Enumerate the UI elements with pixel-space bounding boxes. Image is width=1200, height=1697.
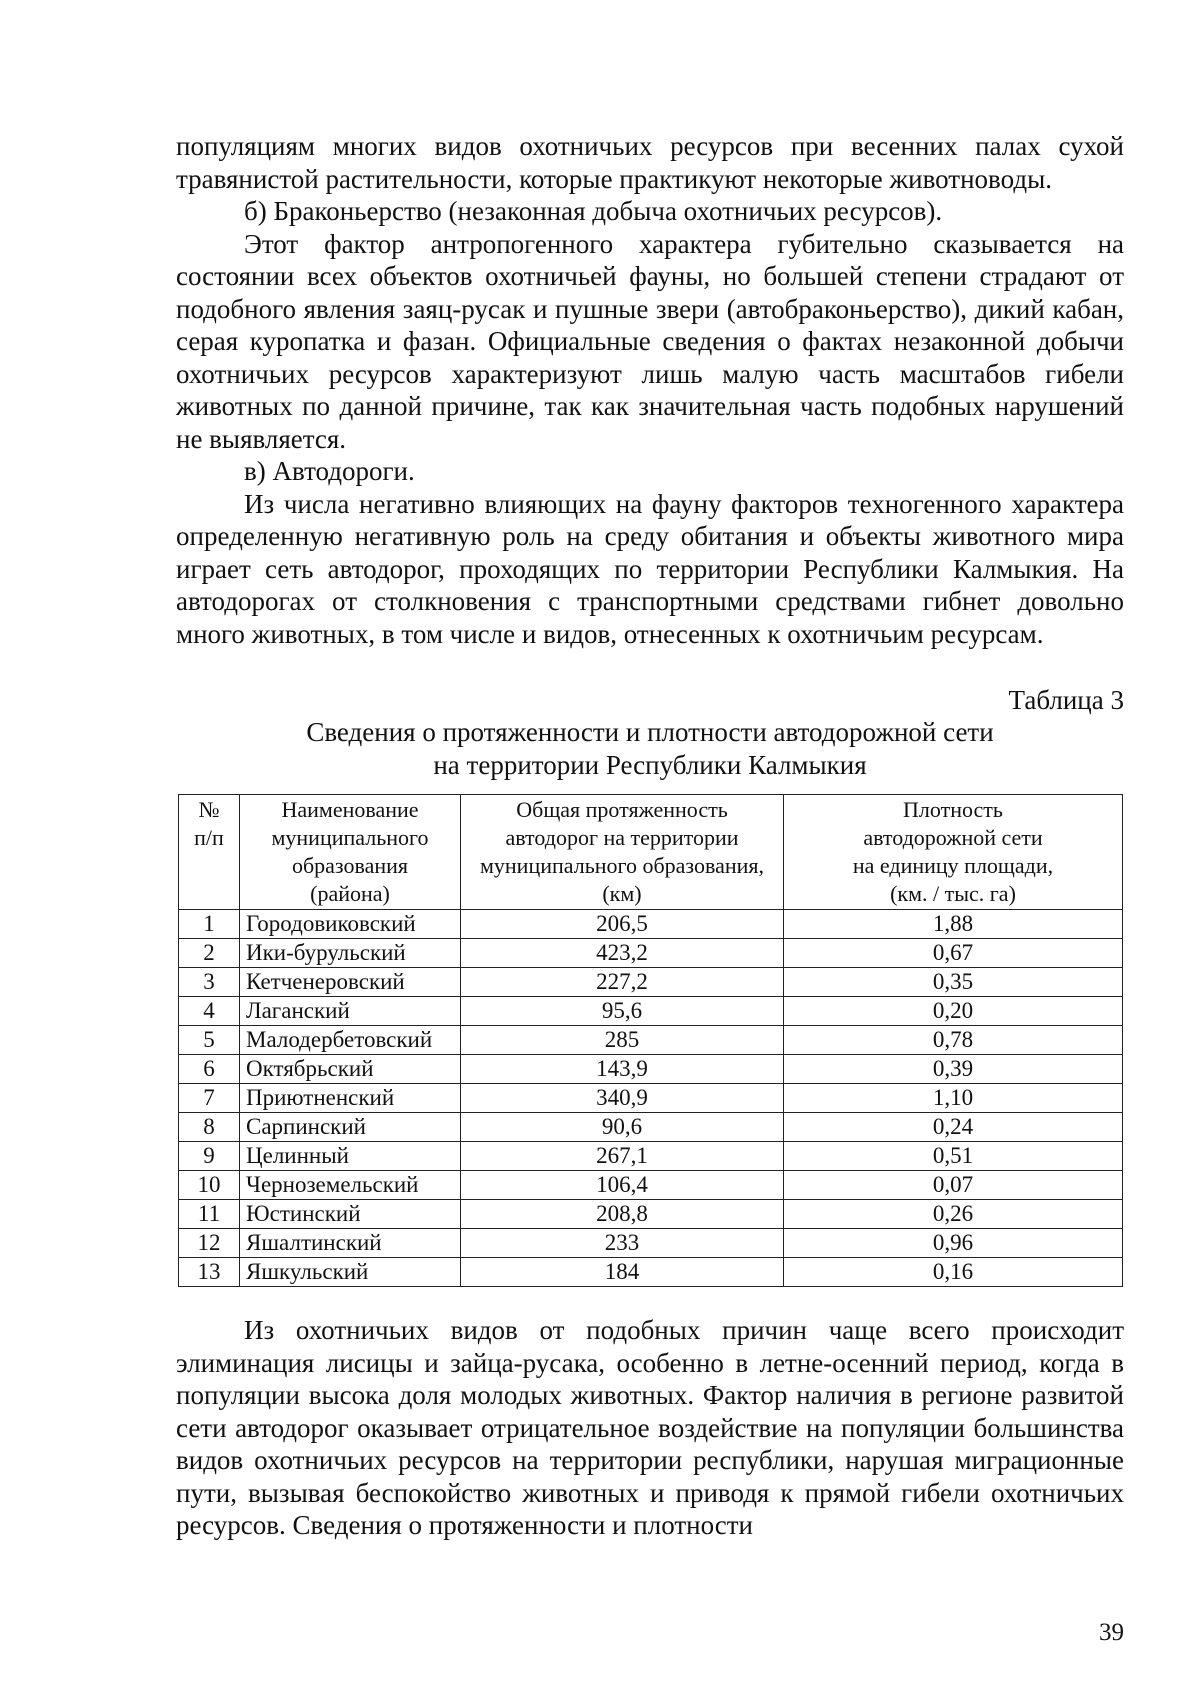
- cell-name: Яшкульский: [240, 1258, 461, 1287]
- cell-name: Целинный: [240, 1142, 461, 1171]
- cell-name: Черноземельский: [240, 1171, 461, 1200]
- cell-name: Приютненский: [240, 1084, 461, 1113]
- header-num: № п/п: [179, 795, 240, 910]
- cell-density: 0,16: [784, 1258, 1123, 1287]
- cell-length: 340,9: [461, 1084, 784, 1113]
- paragraph: Этот фактор антропогенного характера губительно сказывается на состоянии всех объектов охотничьей фауны, но большей степени страдают от подобного явления заяц-русак и пушные звери (автобраконьерство), дикий кабан, серая куропатка и фазан. Официальные сведения о фактах незаконной добычи охотничьих ресурсов характеризуют лишь малую часть масштабов гибели животных по данной причине, так как значительная часть подобных нарушений не выявляется.: [176, 228, 1124, 454]
- body-text-top: [176, 130, 1124, 650]
- cell-num: 10: [179, 1171, 240, 1200]
- cell-length: 143,9: [461, 1055, 784, 1084]
- cell-density: 0,35: [784, 968, 1123, 997]
- table-row: [179, 1055, 1123, 1084]
- body-text-bottom: [176, 1314, 1124, 1542]
- table-row: [179, 939, 1123, 968]
- cell-length: 206,5: [461, 910, 784, 939]
- cell-density: 1,88: [784, 910, 1123, 939]
- cell-density: 0,96: [784, 1229, 1123, 1258]
- cell-name: Кетченеровский: [240, 968, 461, 997]
- cell-length: 90,6: [461, 1113, 784, 1142]
- paragraph: популяциям многих видов охотничьих ресурсов при весенних палах сухой травянистой растительности, которые практикуют некоторые животноводы.: [176, 131, 1124, 194]
- cell-density: 0,39: [784, 1055, 1123, 1084]
- paragraph-heading-poaching: б) Браконьерство (незаконная добыча охотничьих ресурсов).: [244, 196, 943, 226]
- table-row: [179, 1084, 1123, 1113]
- cell-name: Юстинский: [240, 1200, 461, 1229]
- table-title-line: на территории Республики Калмыкия: [433, 750, 867, 780]
- cell-density: 0,26: [784, 1200, 1123, 1229]
- cell-density: 0,07: [784, 1171, 1123, 1200]
- cell-name: Яшалтинский: [240, 1229, 461, 1258]
- cell-num: 9: [179, 1142, 240, 1171]
- cell-name: Сарпинский: [240, 1113, 461, 1142]
- cell-length: 95,6: [461, 997, 784, 1026]
- table-row: [179, 968, 1123, 997]
- cell-num: 2: [179, 939, 240, 968]
- cell-num: 6: [179, 1055, 240, 1084]
- table-row: [179, 1113, 1123, 1142]
- table-row: [179, 910, 1123, 939]
- cell-density: 0,67: [784, 939, 1123, 968]
- cell-length: 423,2: [461, 939, 784, 968]
- cell-length: 208,8: [461, 1200, 784, 1229]
- paragraph: Из числа негативно влияющих на фауну факторов техногенного характера определенную негативную роль на среду обитания и объекты животного мира играет сеть автодорог, проходящих по территории Республики Калмыкия. На автодорогах от столкновения с транспортными средствами гибнет довольно много животных, в том числе и видов, отнесенных к охотничьим ресурсам.: [176, 488, 1124, 649]
- table-row: [179, 997, 1123, 1026]
- cell-num: 11: [179, 1200, 240, 1229]
- cell-density: 1,10: [784, 1084, 1123, 1113]
- cell-length: 106,4: [461, 1171, 784, 1200]
- cell-density: 0,24: [784, 1113, 1123, 1142]
- cell-name: Малодербетовский: [240, 1026, 461, 1055]
- header-density: Плотность автодорожной сети на единицу площади, (км. / тыс. га): [784, 795, 1123, 910]
- header-name: Наименование муниципального образования (района): [240, 795, 461, 910]
- cell-num: 13: [179, 1258, 240, 1287]
- cell-num: 4: [179, 997, 240, 1026]
- cell-num: 7: [179, 1084, 240, 1113]
- cell-length: 285: [461, 1026, 784, 1055]
- table-row: [179, 1258, 1123, 1287]
- paragraph-heading-roads: в) Автодороги.: [244, 456, 415, 486]
- table-row: [179, 1229, 1123, 1258]
- cell-num: 5: [179, 1026, 240, 1055]
- table-row: [179, 1026, 1123, 1055]
- cell-num: 8: [179, 1113, 240, 1142]
- cell-density: 0,51: [784, 1142, 1123, 1171]
- table-row: [179, 1142, 1123, 1171]
- cell-density: 0,78: [784, 1026, 1123, 1055]
- table-header-row: [179, 795, 1123, 910]
- page-number: 39: [1099, 1619, 1124, 1646]
- cell-length: 267,1: [461, 1142, 784, 1171]
- table-title-line: Сведения о протяженности и плотности автодорожной сети: [306, 717, 994, 747]
- cell-density: 0,20: [784, 997, 1123, 1026]
- cell-num: 12: [179, 1229, 240, 1258]
- road-network-table: [178, 794, 1123, 1287]
- table-label: Таблица 3: [1008, 685, 1124, 715]
- cell-num: 1: [179, 910, 240, 939]
- paragraph: Из охотничьих видов от подобных причин чаще всего происходит элиминация лисицы и зайца-русака, особенно в летне-осенний период, когда в популяции высока доля молодых животных. Фактор наличия в регионе развитой сети автодорог оказывает отрицательное воздействие на популяции большинства видов охотничьих ресурсов на территории республики, нарушая миграционные пути, вызывая беспокойство животных и приводя к прямой гибели охотничьих ресурсов. Сведения о протяженности и плотности: [176, 1315, 1124, 1540]
- cell-length: 184: [461, 1258, 784, 1287]
- table-title: [176, 716, 1124, 782]
- cell-name: Ики-бурульский: [240, 939, 461, 968]
- cell-name: Октябрьский: [240, 1055, 461, 1084]
- cell-length: 233: [461, 1229, 784, 1258]
- cell-length: 227,2: [461, 968, 784, 997]
- cell-num: 3: [179, 968, 240, 997]
- table-row: [179, 1200, 1123, 1229]
- cell-name: Городовиковский: [240, 910, 461, 939]
- table-row: [179, 1171, 1123, 1200]
- cell-name: Лаганский: [240, 997, 461, 1026]
- header-length: Общая протяженность автодорог на территории муниципального образования, (км): [461, 795, 784, 910]
